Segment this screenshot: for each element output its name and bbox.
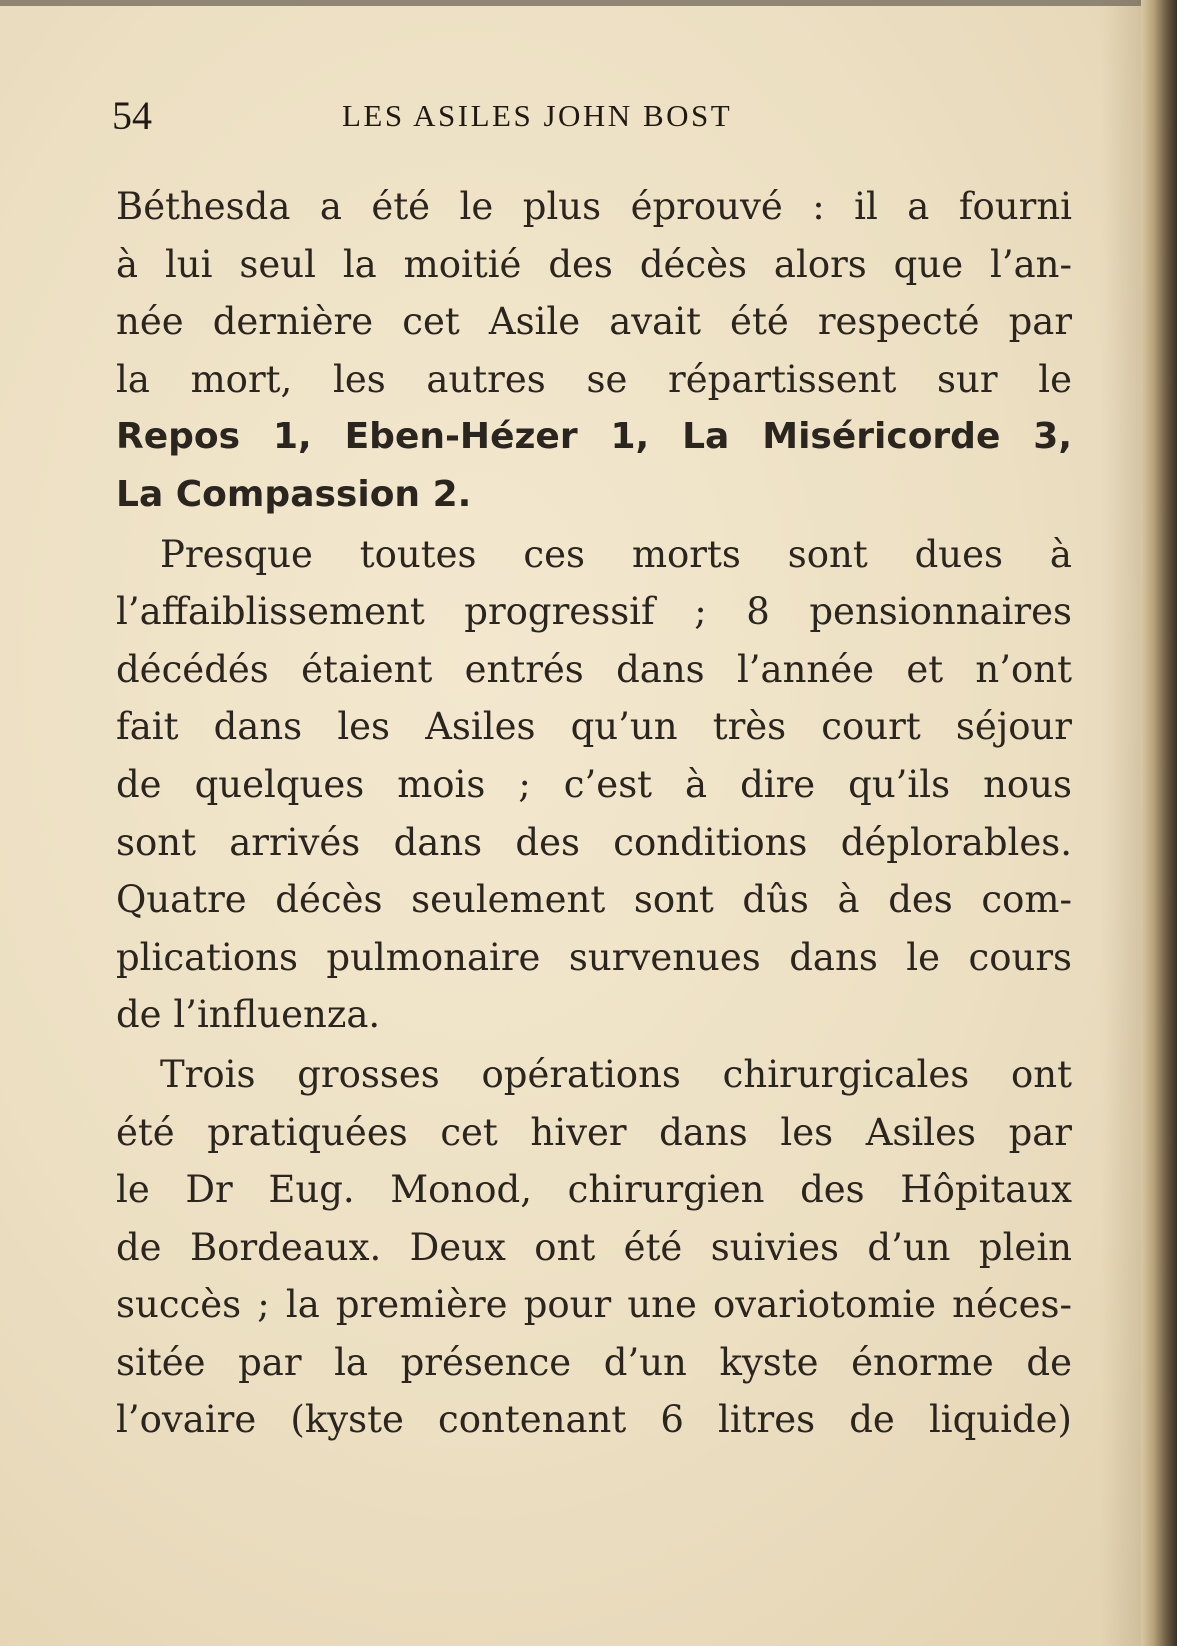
paragraph-start-line: Presque toutes ces morts sont dues à	[160, 532, 1072, 576]
text-line: l’affaiblissement progressif ; 8 pensionnaires	[116, 590, 1072, 634]
body-text	[116, 178, 1072, 1449]
text-line: née dernière cet Asile avait été respecté par	[116, 300, 1072, 344]
text-line: de Bordeaux. Deux ont été suivies d’un plein	[116, 1225, 1072, 1269]
text-line: Quatre décès seulement sont dûs à des com-	[116, 878, 1072, 922]
text-line: sont arrivés dans des conditions déplorables.	[116, 820, 1072, 864]
text-line-bold: Repos 1, Eben-Hézer 1, La Miséricorde 3,	[116, 416, 1072, 458]
text-line: plications pulmonaire survenues dans le cours	[116, 935, 1072, 979]
page-number: 54	[112, 93, 152, 138]
text-line: de l’influenza.	[116, 993, 381, 1037]
text-line: été pratiquées cet hiver dans les Asiles par	[116, 1110, 1072, 1154]
text-line: fait dans les Asiles qu’un très court séjour	[116, 705, 1072, 749]
text-line: la mort, les autres se répartissent sur le	[116, 357, 1072, 401]
running-head: LES ASILES JOHN BOST	[342, 98, 733, 133]
text-line: Béthesda a été le plus éprouvé : il a fourni	[116, 185, 1072, 228]
page-header	[112, 86, 1072, 146]
book-spine	[1141, 0, 1177, 1646]
text-line: l’ovaire (kyste contenant 6 litres de liquide)	[116, 1398, 1072, 1442]
page-top-edge	[0, 0, 1160, 6]
text-line: le Dr Eug. Monod, chirurgien des Hôpitaux	[116, 1168, 1072, 1212]
text-line: décédés étaient entrés dans l’année et n’ont	[116, 647, 1072, 691]
text-line: sitée par la présence d’un kyste énorme de	[116, 1340, 1072, 1384]
text-line: à lui seul la moitié des décès alors que l’an-	[116, 242, 1072, 286]
paragraph-start-line: Trois grosses opérations chirurgicales ont	[160, 1052, 1072, 1096]
text-line: succès ; la première pour une ovariotomie néces-	[116, 1283, 1072, 1327]
text-line: de quelques mois ; c’est à dire qu’ils nous	[116, 762, 1072, 806]
text-line-bold: La Compassion 2.	[116, 473, 472, 515]
spine-shadow	[1101, 0, 1141, 1646]
